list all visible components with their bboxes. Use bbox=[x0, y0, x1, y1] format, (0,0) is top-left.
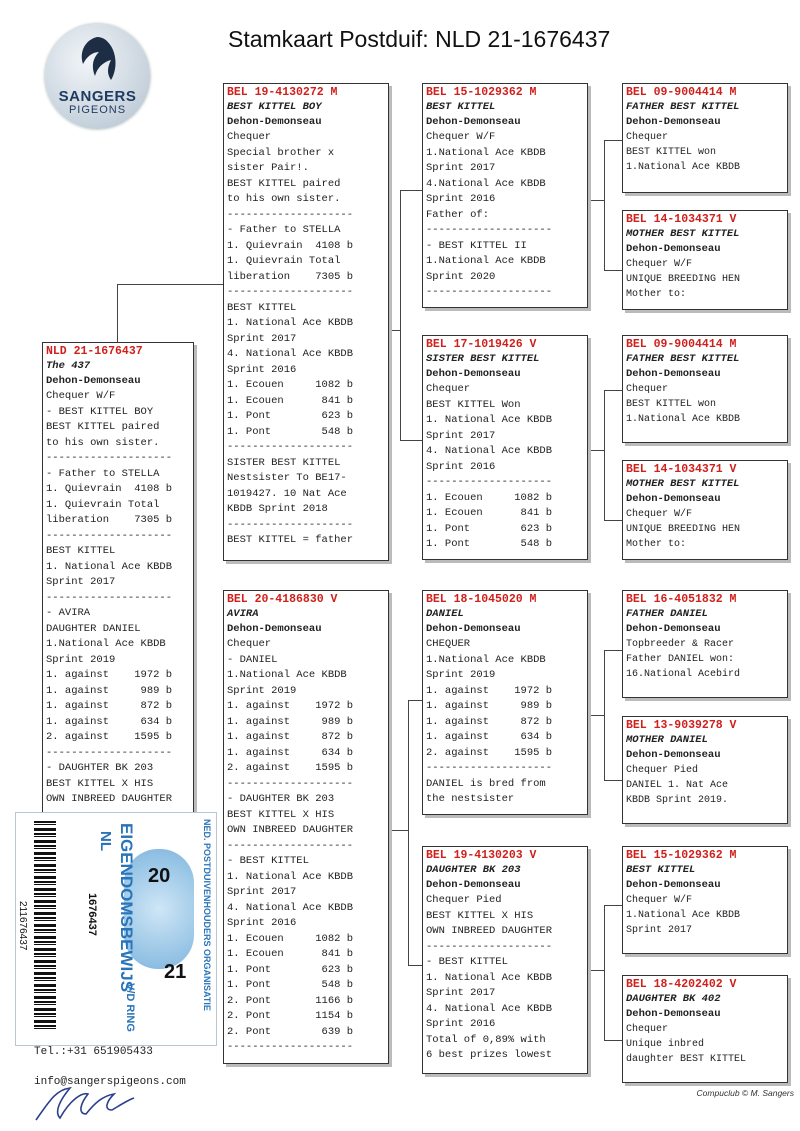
pedigree-line: OWN INBREED DAUGHTER bbox=[227, 824, 354, 836]
pedigree-line: -------------------- bbox=[426, 762, 553, 774]
pedigree-line: 1. Quievrain Total bbox=[46, 498, 160, 511]
pedigree-line: - AVIRA bbox=[46, 607, 91, 619]
connector-line bbox=[588, 450, 604, 451]
sticker-title: EIGENDOMSBEWIJS bbox=[117, 823, 136, 993]
pedigree-line: 1. Ecouen 1082 b bbox=[227, 932, 354, 945]
connector-line bbox=[604, 650, 622, 651]
pedigree-line: 1.National Ace KBDB bbox=[426, 146, 546, 159]
pigeon-name: DAUGHTER BK 203 bbox=[426, 864, 521, 876]
pedigree-line: 1. against 872 b bbox=[46, 700, 173, 712]
pedigree-line: -------------------- bbox=[426, 476, 553, 488]
ring-number: BEL 09-9004414 M bbox=[626, 86, 737, 99]
pedigree-line: -------------------- bbox=[227, 839, 354, 852]
ring-number: BEL 09-9004414 M bbox=[626, 338, 737, 351]
breeder-name: Dehon-Demonseau bbox=[626, 623, 721, 635]
pedigree-line: 4. National Ace KBDB bbox=[426, 1002, 553, 1015]
ring-number: BEL 16-4051832 M bbox=[626, 593, 737, 606]
connector-line bbox=[588, 200, 604, 201]
connector-line bbox=[400, 190, 401, 440]
pigeon-name: AVIRA bbox=[227, 608, 259, 620]
pedigree-line: 4. National Ace KBDB bbox=[227, 901, 354, 914]
pedigree-line: 1019427. 10 Nat Ace bbox=[227, 487, 347, 500]
breeder-name: Dehon-Demonseau bbox=[626, 116, 721, 128]
connector-line bbox=[604, 905, 622, 906]
pedigree-line: - BEST KITTEL BOY bbox=[46, 405, 154, 418]
ring-number: BEL 15-1029362 M bbox=[626, 849, 737, 862]
pedigree-line: Sprint 2020 bbox=[426, 270, 496, 283]
pedigree-line: 4.National Ace KBDB bbox=[426, 177, 546, 190]
pedigree-line: 1. against 634 b bbox=[227, 746, 354, 759]
pedigree-line: Chequer W/F bbox=[626, 259, 693, 270]
pedigree-line: Father DANIEL won: bbox=[626, 654, 735, 665]
pedigree-line: 4. National Ace KBDB bbox=[227, 348, 354, 360]
pedigree-line: OWN INBREED DAUGHTER bbox=[426, 925, 553, 937]
pigeon-name: BEST KITTEL BOY bbox=[227, 101, 322, 113]
pedigree-line: - BEST KITTEL bbox=[426, 956, 508, 968]
pedigree-card-sire bbox=[223, 83, 389, 561]
pedigree-line: to his own sister. bbox=[227, 193, 341, 205]
breeder-name: Dehon-Demonseau bbox=[626, 1008, 721, 1020]
pedigree-line: -------------------- bbox=[227, 518, 354, 531]
pedigree-line: 1. against 634 b bbox=[426, 731, 553, 743]
pedigree-line: Sprint 2019 bbox=[426, 669, 496, 681]
pedigree-line: Sprint 2016 bbox=[426, 460, 496, 473]
pedigree-line: BEST KITTEL paired bbox=[46, 421, 160, 433]
pedigree-line: Chequer W/F bbox=[626, 895, 693, 906]
pedigree-line: 1. Ecouen 1082 b bbox=[426, 491, 553, 504]
breeder-name: Dehon-Demonseau bbox=[626, 493, 721, 505]
connector-line bbox=[400, 440, 422, 441]
breeder-name: Dehon-Demonseau bbox=[626, 879, 721, 891]
pedigree-line: 1.National Ace KBDB bbox=[626, 414, 741, 425]
pedigree-line: Mother to: bbox=[626, 289, 687, 300]
sticker-barcode-number: 211676437 bbox=[17, 901, 28, 951]
pedigree-line: 1. Quievrain 4108 b bbox=[46, 483, 173, 495]
breeder-name: Dehon-Demonseau bbox=[426, 623, 521, 635]
pedigree-line: BEST KITTEL = father bbox=[227, 534, 354, 546]
pedigree-line: 2. against 1595 b bbox=[426, 746, 553, 759]
breeder-name: Dehon-Demonseau bbox=[626, 749, 721, 761]
pedigree-line: 6 best prizes lowest bbox=[426, 1049, 553, 1061]
sticker-year-right: 21 bbox=[164, 961, 187, 983]
ring-number: BEL 19-4130203 V bbox=[426, 849, 537, 862]
pedigree-line: 1. Quievrain Total bbox=[227, 255, 341, 267]
pedigree-line: - Father to STELLA bbox=[46, 467, 160, 480]
pedigree-line: 1. Quievrain 4108 b bbox=[227, 239, 354, 252]
pedigree-line: 1. National Ace KBDB bbox=[426, 971, 553, 984]
pedigree-line: Sprint 2016 bbox=[426, 1018, 496, 1030]
pedigree-line: UNIQUE BREEDING HEN bbox=[626, 524, 741, 535]
sticker-country: NL bbox=[97, 831, 114, 851]
pedigree-line: -------------------- bbox=[426, 224, 553, 236]
pedigree-line: Chequer W/F bbox=[626, 509, 693, 520]
pedigree-line: BEST KITTEL X HIS bbox=[46, 777, 154, 790]
pedigree-line: Chequer Pied bbox=[626, 765, 699, 776]
pedigree-line: 1. against 1972 b bbox=[227, 700, 354, 712]
pedigree-line: liberation 7305 b bbox=[46, 514, 173, 526]
pedigree-line: -------------------- bbox=[227, 441, 354, 453]
pedigree-line: -------------------- bbox=[227, 208, 354, 221]
pedigree-line: 1. Pont 548 b bbox=[227, 425, 354, 438]
connector-line bbox=[588, 970, 604, 971]
ring-number: BEL 18-1045020 M bbox=[426, 593, 537, 606]
pedigree-line: BEST KITTEL won bbox=[626, 399, 717, 410]
pedigree-line: 1. against 872 b bbox=[426, 715, 553, 728]
pedigree-card-sds bbox=[622, 335, 788, 443]
breeder-name: Dehon-Demonseau bbox=[426, 879, 521, 891]
pedigree-card-sss bbox=[622, 83, 788, 193]
pedigree-line: 1. against 1972 b bbox=[46, 669, 173, 681]
pedigree-line: 1. Pont 623 b bbox=[227, 963, 354, 976]
pedigree-line: 1. against 989 b bbox=[46, 684, 173, 697]
pedigree-line: 1. National Ace KBDB bbox=[227, 317, 354, 329]
connector-line bbox=[604, 270, 622, 271]
pedigree-line: Sprint 2017 bbox=[426, 429, 496, 442]
pedigree-line: 1. Pont 548 b bbox=[227, 979, 354, 991]
pedigree-line: 1.National Ace KBDB bbox=[626, 162, 741, 173]
connector-line bbox=[604, 140, 605, 270]
pedigree-line: -------------------- bbox=[227, 1041, 354, 1053]
pedigree-line: 1. against 634 b bbox=[46, 715, 173, 728]
connector-line bbox=[117, 284, 224, 285]
pedigree-line: BEST KITTEL Won bbox=[426, 398, 521, 411]
pedigree-line: -------------------- bbox=[426, 940, 553, 953]
pigeon-name: BEST KITTEL bbox=[426, 101, 496, 113]
pedigree-line: - BEST KITTEL II bbox=[426, 239, 527, 252]
pedigree-line: Sprint 2016 bbox=[227, 363, 297, 376]
ring-number: BEL 18-4202402 V bbox=[626, 978, 737, 991]
pedigree-line: 1. against 989 b bbox=[426, 700, 553, 712]
pedigree-line: 1. Ecouen 841 b bbox=[426, 507, 553, 519]
pedigree-line: Mother to: bbox=[626, 539, 687, 550]
pedigree-line: -------------------- bbox=[426, 286, 553, 298]
pedigree-line: -------------------- bbox=[46, 746, 173, 759]
pedigree-card-sire-sire bbox=[422, 83, 588, 308]
pedigree-card-subject bbox=[42, 342, 194, 822]
connector-line bbox=[604, 650, 605, 780]
pedigree-line: DAUGHTER DANIEL bbox=[46, 622, 141, 635]
pedigree-line: OWN INBREED DAUGHTER bbox=[46, 793, 173, 805]
connector-line bbox=[408, 965, 422, 966]
ring-number: BEL 19-4130272 M bbox=[227, 86, 338, 99]
pedigree-line: 2. against 1595 b bbox=[227, 762, 354, 774]
pedigree-line: BEST KITTEL bbox=[227, 301, 297, 314]
pedigree-card-sire-dam bbox=[422, 335, 588, 560]
connector-line bbox=[389, 830, 408, 831]
pedigree-line: KBDB Sprint 2019. bbox=[626, 795, 729, 806]
sticker-ring-number: 1676437 bbox=[86, 893, 98, 936]
ring-number: BEL 13-9039278 V bbox=[626, 719, 737, 732]
connector-line bbox=[588, 715, 604, 716]
connector-line bbox=[604, 390, 622, 391]
pedigree-line: 1.National Ace KBDB bbox=[626, 910, 741, 921]
pigeon-name: The 437 bbox=[46, 360, 91, 372]
pedigree-line: 1. against 872 b bbox=[227, 731, 354, 743]
pigeon-name: DANIEL bbox=[426, 608, 464, 620]
pigeon-name: FATHER BEST KITTEL bbox=[626, 353, 740, 365]
footer-credit: Compuclub © M. Sangers bbox=[696, 1088, 794, 1098]
pedigree-line: 1.National Ace KBDB bbox=[227, 669, 347, 681]
pigeon-name: MOTHER BEST KITTEL bbox=[626, 478, 740, 490]
pedigree-card-sdd bbox=[622, 460, 788, 560]
pedigree-line: DANIEL is bred from bbox=[426, 777, 546, 790]
pedigree-line: Sprint 2017 bbox=[426, 987, 496, 999]
breeder-name: Dehon-Demonseau bbox=[426, 368, 521, 380]
breeder-name: Dehon-Demonseau bbox=[426, 116, 521, 128]
pedigree-card-ddd bbox=[622, 975, 788, 1083]
pedigree-card-dss bbox=[622, 590, 788, 698]
pedigree-line: 1. against 1972 b bbox=[426, 684, 553, 697]
pedigree-line: - DANIEL bbox=[227, 653, 278, 666]
breeder-name: Dehon-Demonseau bbox=[227, 116, 322, 128]
pedigree-line: BEST KITTEL bbox=[46, 545, 116, 557]
pedigree-line: DANIEL 1. Nat Ace bbox=[626, 780, 729, 791]
pigeon-name: SISTER BEST KITTEL bbox=[426, 353, 540, 365]
pedigree-line: - Father to STELLA bbox=[227, 224, 341, 236]
pedigree-line: Nestsister To BE17- bbox=[227, 472, 347, 484]
contact-phone: Tel.:+31 651905433 bbox=[34, 1046, 153, 1058]
pedigree-line: Sprint 2017 bbox=[626, 925, 693, 936]
connector-line bbox=[604, 390, 605, 520]
pedigree-card-dam-sire bbox=[422, 590, 588, 815]
logo-text-sangers: SANGERS bbox=[58, 88, 137, 105]
pedigree-line: Total of 0,89% with bbox=[426, 1033, 546, 1046]
pedigree-line: - DAUGHTER BK 203 bbox=[46, 762, 154, 774]
pedigree-line: 2. Pont 1154 b bbox=[227, 1010, 354, 1022]
pedigree-line: 1.National Ace KBDB bbox=[426, 255, 546, 267]
pedigree-line: Chequer bbox=[626, 1024, 669, 1035]
pedigree-line: Topbreeder & Racer bbox=[626, 639, 735, 650]
connector-line bbox=[400, 190, 422, 191]
ring-number: BEL 14-1034371 V bbox=[626, 463, 737, 476]
connector-line bbox=[389, 330, 400, 331]
pedigree-line: -------------------- bbox=[227, 777, 354, 790]
pedigree-line: 1. Ecouen 841 b bbox=[227, 394, 354, 407]
breeder-name: Dehon-Demonseau bbox=[626, 368, 721, 380]
pedigree-line: Sprint 2017 bbox=[46, 576, 116, 588]
connector-line bbox=[117, 284, 118, 342]
pigeon-name: BEST KITTEL bbox=[626, 864, 696, 876]
pedigree-line: 1. Pont 623 b bbox=[227, 410, 354, 422]
ring-number: NLD 21-1676437 bbox=[46, 345, 143, 358]
pigeon-name: MOTHER DANIEL bbox=[626, 734, 708, 746]
pigeon-name: MOTHER BEST KITTEL bbox=[626, 228, 740, 240]
connector-line bbox=[408, 700, 409, 965]
pedigree-line: 1. National Ace KBDB bbox=[426, 414, 553, 426]
breeder-name: Dehon-Demonseau bbox=[46, 375, 141, 387]
pedigree-line: 1. Pont 548 b bbox=[426, 538, 553, 550]
pedigree-line: Chequer Pied bbox=[426, 894, 502, 906]
pedigree-line: 1. Ecouen 1082 b bbox=[227, 379, 354, 391]
pedigree-line: Sprint 2016 bbox=[426, 193, 496, 205]
contact-email: info@sangerspigeons.com bbox=[34, 1076, 186, 1088]
pedigree-card-dds bbox=[622, 846, 788, 954]
pigeon-name: FATHER DANIEL bbox=[626, 608, 708, 620]
ownership-certificate-sticker bbox=[15, 812, 217, 1046]
pigeon-name: DAUGHTER BK 402 bbox=[626, 993, 721, 1005]
pedigree-line: 2. against 1595 b bbox=[46, 731, 173, 743]
barcode bbox=[34, 821, 56, 1031]
pedigree-line: - DAUGHTER BK 203 bbox=[227, 793, 335, 805]
ring-number: BEL 20-4186830 V bbox=[227, 593, 338, 606]
connector-line bbox=[604, 1040, 622, 1041]
pigeon-name: FATHER BEST KITTEL bbox=[626, 101, 740, 113]
pedigree-card-ssd bbox=[622, 210, 788, 310]
breeder-name: Dehon-Demonseau bbox=[227, 623, 322, 635]
pedigree-line: the nestsister bbox=[426, 793, 515, 805]
pedigree-line: -------------------- bbox=[227, 286, 354, 298]
connector-line bbox=[604, 780, 622, 781]
ring-number: BEL 17-1019426 V bbox=[426, 338, 537, 351]
pedigree-line: Chequer bbox=[227, 131, 272, 143]
pedigree-card-dam-dam bbox=[422, 846, 588, 1074]
pedigree-line: 1. against 989 b bbox=[227, 715, 354, 728]
pedigree-line: 1.National Ace KBDB bbox=[426, 653, 546, 666]
pedigree-line: Sprint 2017 bbox=[426, 162, 496, 174]
pedigree-line: Chequer bbox=[626, 384, 669, 395]
pedigree-line: Unique inbred bbox=[626, 1039, 705, 1050]
pedigree-line: 2. Pont 1166 b bbox=[227, 994, 354, 1007]
pigeon-icon bbox=[67, 32, 127, 87]
page-title: Stamkaart Postduif: NLD 21-1676437 bbox=[228, 26, 611, 52]
ring-number: BEL 15-1029362 M bbox=[426, 86, 537, 99]
pedigree-line: BEST KITTEL paired bbox=[227, 177, 341, 190]
connector-line bbox=[604, 520, 622, 521]
pedigree-line: Sprint 2016 bbox=[227, 917, 297, 929]
pedigree-line: BEST KITTEL X HIS bbox=[227, 808, 335, 821]
sticker-org: NED. POSTDUIVENHOUDERS ORGANISATIE bbox=[202, 819, 212, 1011]
pedigree-line: 1. National Ace KBDB bbox=[227, 870, 354, 883]
pedigree-line: daughter BEST KITTEL bbox=[626, 1054, 747, 1065]
pedigree-line: Chequer bbox=[426, 383, 471, 395]
connector-line bbox=[604, 140, 622, 141]
pedigree-line: 2. Pont 639 b bbox=[227, 1025, 354, 1038]
pedigree-line: 1. Pont 623 b bbox=[426, 522, 553, 535]
pedigree-line: to his own sister. bbox=[46, 436, 160, 449]
pedigree-line: Sprint 2019 bbox=[46, 653, 116, 666]
pedigree-line: - BEST KITTEL bbox=[227, 855, 309, 867]
pedigree-line: 1.National Ace KBDB bbox=[46, 638, 166, 650]
pedigree-card-dsd bbox=[622, 716, 788, 824]
pedigree-line: Chequer W/F bbox=[46, 390, 116, 402]
pedigree-line: 1. Ecouen 841 b bbox=[227, 948, 354, 960]
pedigree-line: Chequer bbox=[227, 638, 272, 650]
pedigree-line: KBDB Sprint 2018 bbox=[227, 503, 328, 515]
pedigree-line: -------------------- bbox=[46, 591, 173, 604]
pedigree-line: Special brother x bbox=[227, 146, 335, 159]
pedigree-line: Sprint 2017 bbox=[227, 332, 297, 345]
pedigree-line: sister Pair!. bbox=[227, 162, 309, 174]
sticker-subtitle: V/D RING bbox=[124, 983, 136, 1032]
logo-text-pigeons: PIGEONS bbox=[68, 104, 127, 116]
pedigree-card-dam bbox=[223, 590, 389, 1064]
pedigree-line: SISTER BEST KITTEL bbox=[227, 456, 341, 469]
connector-line bbox=[604, 905, 605, 1040]
pedigree-line: Sprint 2017 bbox=[227, 886, 297, 898]
sticker-year-left: 20 bbox=[148, 865, 171, 887]
pedigree-line: Chequer bbox=[626, 132, 669, 143]
pedigree-line: CHEQUER bbox=[426, 638, 471, 650]
breeder-name: Dehon-Demonseau bbox=[626, 243, 721, 255]
pedigree-line: 16.National Acebird bbox=[626, 669, 741, 680]
pedigree-line: BEST KITTEL won bbox=[626, 147, 717, 158]
pedigree-line: liberation 7305 b bbox=[227, 270, 354, 283]
pedigree-line: -------------------- bbox=[46, 452, 173, 464]
ring-number: BEL 14-1034371 V bbox=[626, 213, 737, 226]
pedigree-line: 4. National Ace KBDB bbox=[426, 445, 553, 457]
pedigree-line: -------------------- bbox=[46, 529, 173, 542]
pedigree-line: Chequer W/F bbox=[426, 131, 496, 143]
handwritten-signature bbox=[30, 1070, 140, 1130]
pedigree-line: Sprint 2019 bbox=[227, 684, 297, 697]
sangers-pigeons-logo bbox=[45, 24, 150, 129]
pedigree-line: UNIQUE BREEDING HEN bbox=[626, 274, 741, 285]
pedigree-line: 1. National Ace KBDB bbox=[46, 560, 173, 573]
pedigree-line: BEST KITTEL X HIS bbox=[426, 909, 534, 922]
pedigree-line: Father of: bbox=[426, 208, 490, 221]
connector-line bbox=[408, 700, 422, 701]
